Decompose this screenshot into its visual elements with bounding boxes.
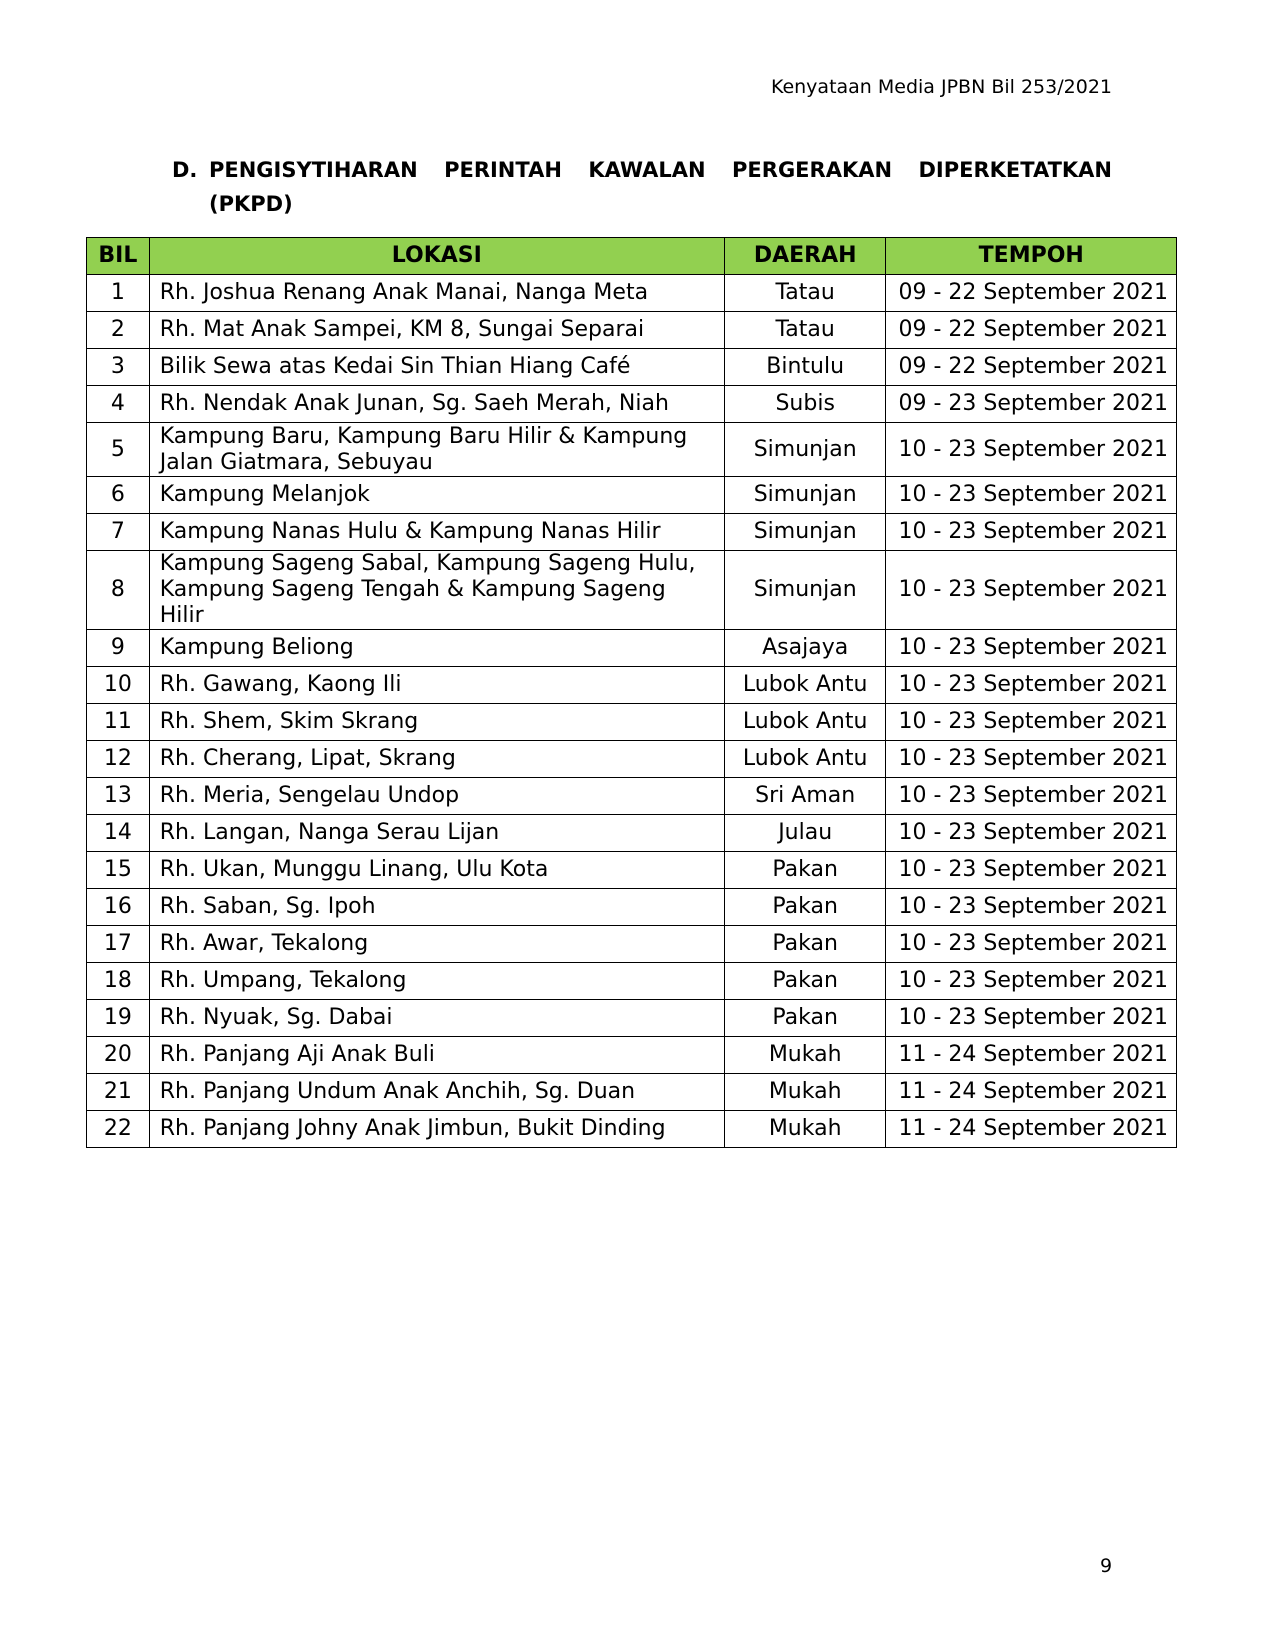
cell-bil: 13 bbox=[87, 778, 150, 815]
cell-lokasi: Rh. Meria, Sengelau Undop bbox=[149, 778, 724, 815]
cell-daerah: Pakan bbox=[724, 852, 886, 889]
table-row bbox=[87, 778, 1177, 815]
table-row bbox=[87, 630, 1177, 667]
cell-tempoh: 10 - 23 September 2021 bbox=[886, 778, 1177, 815]
cell-bil: 12 bbox=[87, 741, 150, 778]
table-row bbox=[87, 514, 1177, 551]
cell-lokasi: Rh. Panjang Johny Anak Jimbun, Bukit Dinding bbox=[149, 1111, 724, 1148]
column-header-lokasi: LOKASI bbox=[149, 238, 724, 275]
cell-lokasi: Rh. Shem, Skim Skrang bbox=[149, 704, 724, 741]
cell-daerah: Bintulu bbox=[724, 349, 886, 386]
cell-daerah: Lubok Antu bbox=[724, 741, 886, 778]
table-row bbox=[87, 275, 1177, 312]
cell-bil: 17 bbox=[87, 926, 150, 963]
pkpd-table bbox=[86, 237, 1177, 1148]
cell-daerah: Simunjan bbox=[724, 551, 886, 630]
table-body bbox=[87, 275, 1177, 1148]
cell-daerah: Simunjan bbox=[724, 423, 886, 477]
cell-tempoh: 11 - 24 September 2021 bbox=[886, 1074, 1177, 1111]
cell-tempoh: 10 - 23 September 2021 bbox=[886, 852, 1177, 889]
page-number: 9 bbox=[1100, 1555, 1113, 1577]
cell-lokasi: Kampung Nanas Hulu & Kampung Nanas Hilir bbox=[149, 514, 724, 551]
table-row bbox=[87, 889, 1177, 926]
cell-bil: 7 bbox=[87, 514, 150, 551]
cell-tempoh: 10 - 23 September 2021 bbox=[886, 667, 1177, 704]
cell-lokasi: Rh. Panjang Aji Anak Buli bbox=[149, 1037, 724, 1074]
cell-bil: 10 bbox=[87, 667, 150, 704]
cell-lokasi: Rh. Mat Anak Sampei, KM 8, Sungai Separai bbox=[149, 312, 724, 349]
cell-tempoh: 10 - 23 September 2021 bbox=[886, 704, 1177, 741]
cell-bil: 15 bbox=[87, 852, 150, 889]
table-row bbox=[87, 1000, 1177, 1037]
cell-tempoh: 10 - 23 September 2021 bbox=[886, 423, 1177, 477]
section-title-line2: (PKPD) bbox=[209, 192, 293, 216]
cell-bil: 8 bbox=[87, 551, 150, 630]
table-row bbox=[87, 312, 1177, 349]
cell-bil: 22 bbox=[87, 1111, 150, 1148]
section-heading bbox=[172, 153, 1112, 221]
cell-daerah: Julau bbox=[724, 815, 886, 852]
cell-daerah: Lubok Antu bbox=[724, 704, 886, 741]
cell-daerah: Lubok Antu bbox=[724, 667, 886, 704]
column-header-bil: BIL bbox=[87, 238, 150, 275]
cell-bil: 4 bbox=[87, 386, 150, 423]
cell-lokasi: Rh. Umpang, Tekalong bbox=[149, 963, 724, 1000]
cell-tempoh: 10 - 23 September 2021 bbox=[886, 630, 1177, 667]
cell-lokasi: Bilik Sewa atas Kedai Sin Thian Hiang Café bbox=[149, 349, 724, 386]
cell-tempoh: 10 - 23 September 2021 bbox=[886, 926, 1177, 963]
table-row bbox=[87, 1111, 1177, 1148]
cell-lokasi: Rh. Panjang Undum Anak Anchih, Sg. Duan bbox=[149, 1074, 724, 1111]
cell-tempoh: 11 - 24 September 2021 bbox=[886, 1037, 1177, 1074]
column-header-tempoh: TEMPOH bbox=[886, 238, 1177, 275]
cell-tempoh: 10 - 23 September 2021 bbox=[886, 889, 1177, 926]
table-row bbox=[87, 963, 1177, 1000]
cell-lokasi: Rh. Saban, Sg. Ipoh bbox=[149, 889, 724, 926]
cell-lokasi: Rh. Joshua Renang Anak Manai, Nanga Meta bbox=[149, 275, 724, 312]
cell-lokasi: Kampung Melanjok bbox=[149, 477, 724, 514]
cell-daerah: Tatau bbox=[724, 312, 886, 349]
table-row bbox=[87, 423, 1177, 477]
cell-daerah: Mukah bbox=[724, 1111, 886, 1148]
cell-daerah: Sri Aman bbox=[724, 778, 886, 815]
cell-bil: 18 bbox=[87, 963, 150, 1000]
section-title-line1: PENGISYTIHARAN PERINTAH KAWALAN PERGERAKAN DIPERKETATKAN bbox=[209, 158, 1112, 182]
cell-lokasi: Rh. Langan, Nanga Serau Lijan bbox=[149, 815, 724, 852]
cell-tempoh: 10 - 23 September 2021 bbox=[886, 514, 1177, 551]
cell-bil: 1 bbox=[87, 275, 150, 312]
document-reference: Kenyataan Media JPBN Bil 253/2021 bbox=[770, 76, 1112, 98]
cell-tempoh: 09 - 22 September 2021 bbox=[886, 312, 1177, 349]
table-row bbox=[87, 349, 1177, 386]
cell-daerah: Subis bbox=[724, 386, 886, 423]
cell-bil: 14 bbox=[87, 815, 150, 852]
cell-bil: 5 bbox=[87, 423, 150, 477]
cell-lokasi: Rh. Awar, Tekalong bbox=[149, 926, 724, 963]
cell-lokasi: Kampung Beliong bbox=[149, 630, 724, 667]
table-row bbox=[87, 852, 1177, 889]
cell-tempoh: 09 - 23 September 2021 bbox=[886, 386, 1177, 423]
cell-tempoh: 10 - 23 September 2021 bbox=[886, 963, 1177, 1000]
table-header-row bbox=[87, 238, 1177, 275]
table-row bbox=[87, 815, 1177, 852]
cell-lokasi: Rh. Nyuak, Sg. Dabai bbox=[149, 1000, 724, 1037]
cell-tempoh: 10 - 23 September 2021 bbox=[886, 741, 1177, 778]
table-row bbox=[87, 551, 1177, 630]
column-header-daerah: DAERAH bbox=[724, 238, 886, 275]
cell-daerah: Tatau bbox=[724, 275, 886, 312]
cell-tempoh: 10 - 23 September 2021 bbox=[886, 551, 1177, 630]
table-row bbox=[87, 704, 1177, 741]
cell-bil: 3 bbox=[87, 349, 150, 386]
cell-bil: 19 bbox=[87, 1000, 150, 1037]
section-letter: D. bbox=[172, 158, 198, 182]
cell-tempoh: 09 - 22 September 2021 bbox=[886, 275, 1177, 312]
cell-bil: 21 bbox=[87, 1074, 150, 1111]
section-title bbox=[209, 153, 1112, 221]
table-row bbox=[87, 1074, 1177, 1111]
cell-daerah: Simunjan bbox=[724, 514, 886, 551]
cell-lokasi: Rh. Gawang, Kaong Ili bbox=[149, 667, 724, 704]
cell-lokasi: Kampung Baru, Kampung Baru Hilir & Kampung Jalan Giatmara, Sebuyau bbox=[149, 423, 724, 477]
cell-bil: 9 bbox=[87, 630, 150, 667]
cell-lokasi: Kampung Sageng Sabal, Kampung Sageng Hulu, Kampung Sageng Tengah & Kampung Sageng Hilir bbox=[149, 551, 724, 630]
table-row bbox=[87, 667, 1177, 704]
table-row bbox=[87, 926, 1177, 963]
cell-daerah: Pakan bbox=[724, 926, 886, 963]
cell-lokasi: Rh. Nendak Anak Junan, Sg. Saeh Merah, Niah bbox=[149, 386, 724, 423]
cell-bil: 2 bbox=[87, 312, 150, 349]
cell-daerah: Pakan bbox=[724, 889, 886, 926]
cell-tempoh: 10 - 23 September 2021 bbox=[886, 477, 1177, 514]
cell-daerah: Mukah bbox=[724, 1037, 886, 1074]
table-row bbox=[87, 741, 1177, 778]
cell-lokasi: Rh. Ukan, Munggu Linang, Ulu Kota bbox=[149, 852, 724, 889]
cell-bil: 11 bbox=[87, 704, 150, 741]
cell-daerah: Asajaya bbox=[724, 630, 886, 667]
cell-daerah: Mukah bbox=[724, 1074, 886, 1111]
cell-daerah: Pakan bbox=[724, 963, 886, 1000]
cell-bil: 6 bbox=[87, 477, 150, 514]
table-row bbox=[87, 386, 1177, 423]
table-row bbox=[87, 1037, 1177, 1074]
cell-bil: 20 bbox=[87, 1037, 150, 1074]
table-row bbox=[87, 477, 1177, 514]
cell-daerah: Simunjan bbox=[724, 477, 886, 514]
cell-tempoh: 11 - 24 September 2021 bbox=[886, 1111, 1177, 1148]
cell-tempoh: 10 - 23 September 2021 bbox=[886, 1000, 1177, 1037]
cell-daerah: Pakan bbox=[724, 1000, 886, 1037]
cell-tempoh: 09 - 22 September 2021 bbox=[886, 349, 1177, 386]
cell-lokasi: Rh. Cherang, Lipat, Skrang bbox=[149, 741, 724, 778]
cell-tempoh: 10 - 23 September 2021 bbox=[886, 815, 1177, 852]
cell-bil: 16 bbox=[87, 889, 150, 926]
